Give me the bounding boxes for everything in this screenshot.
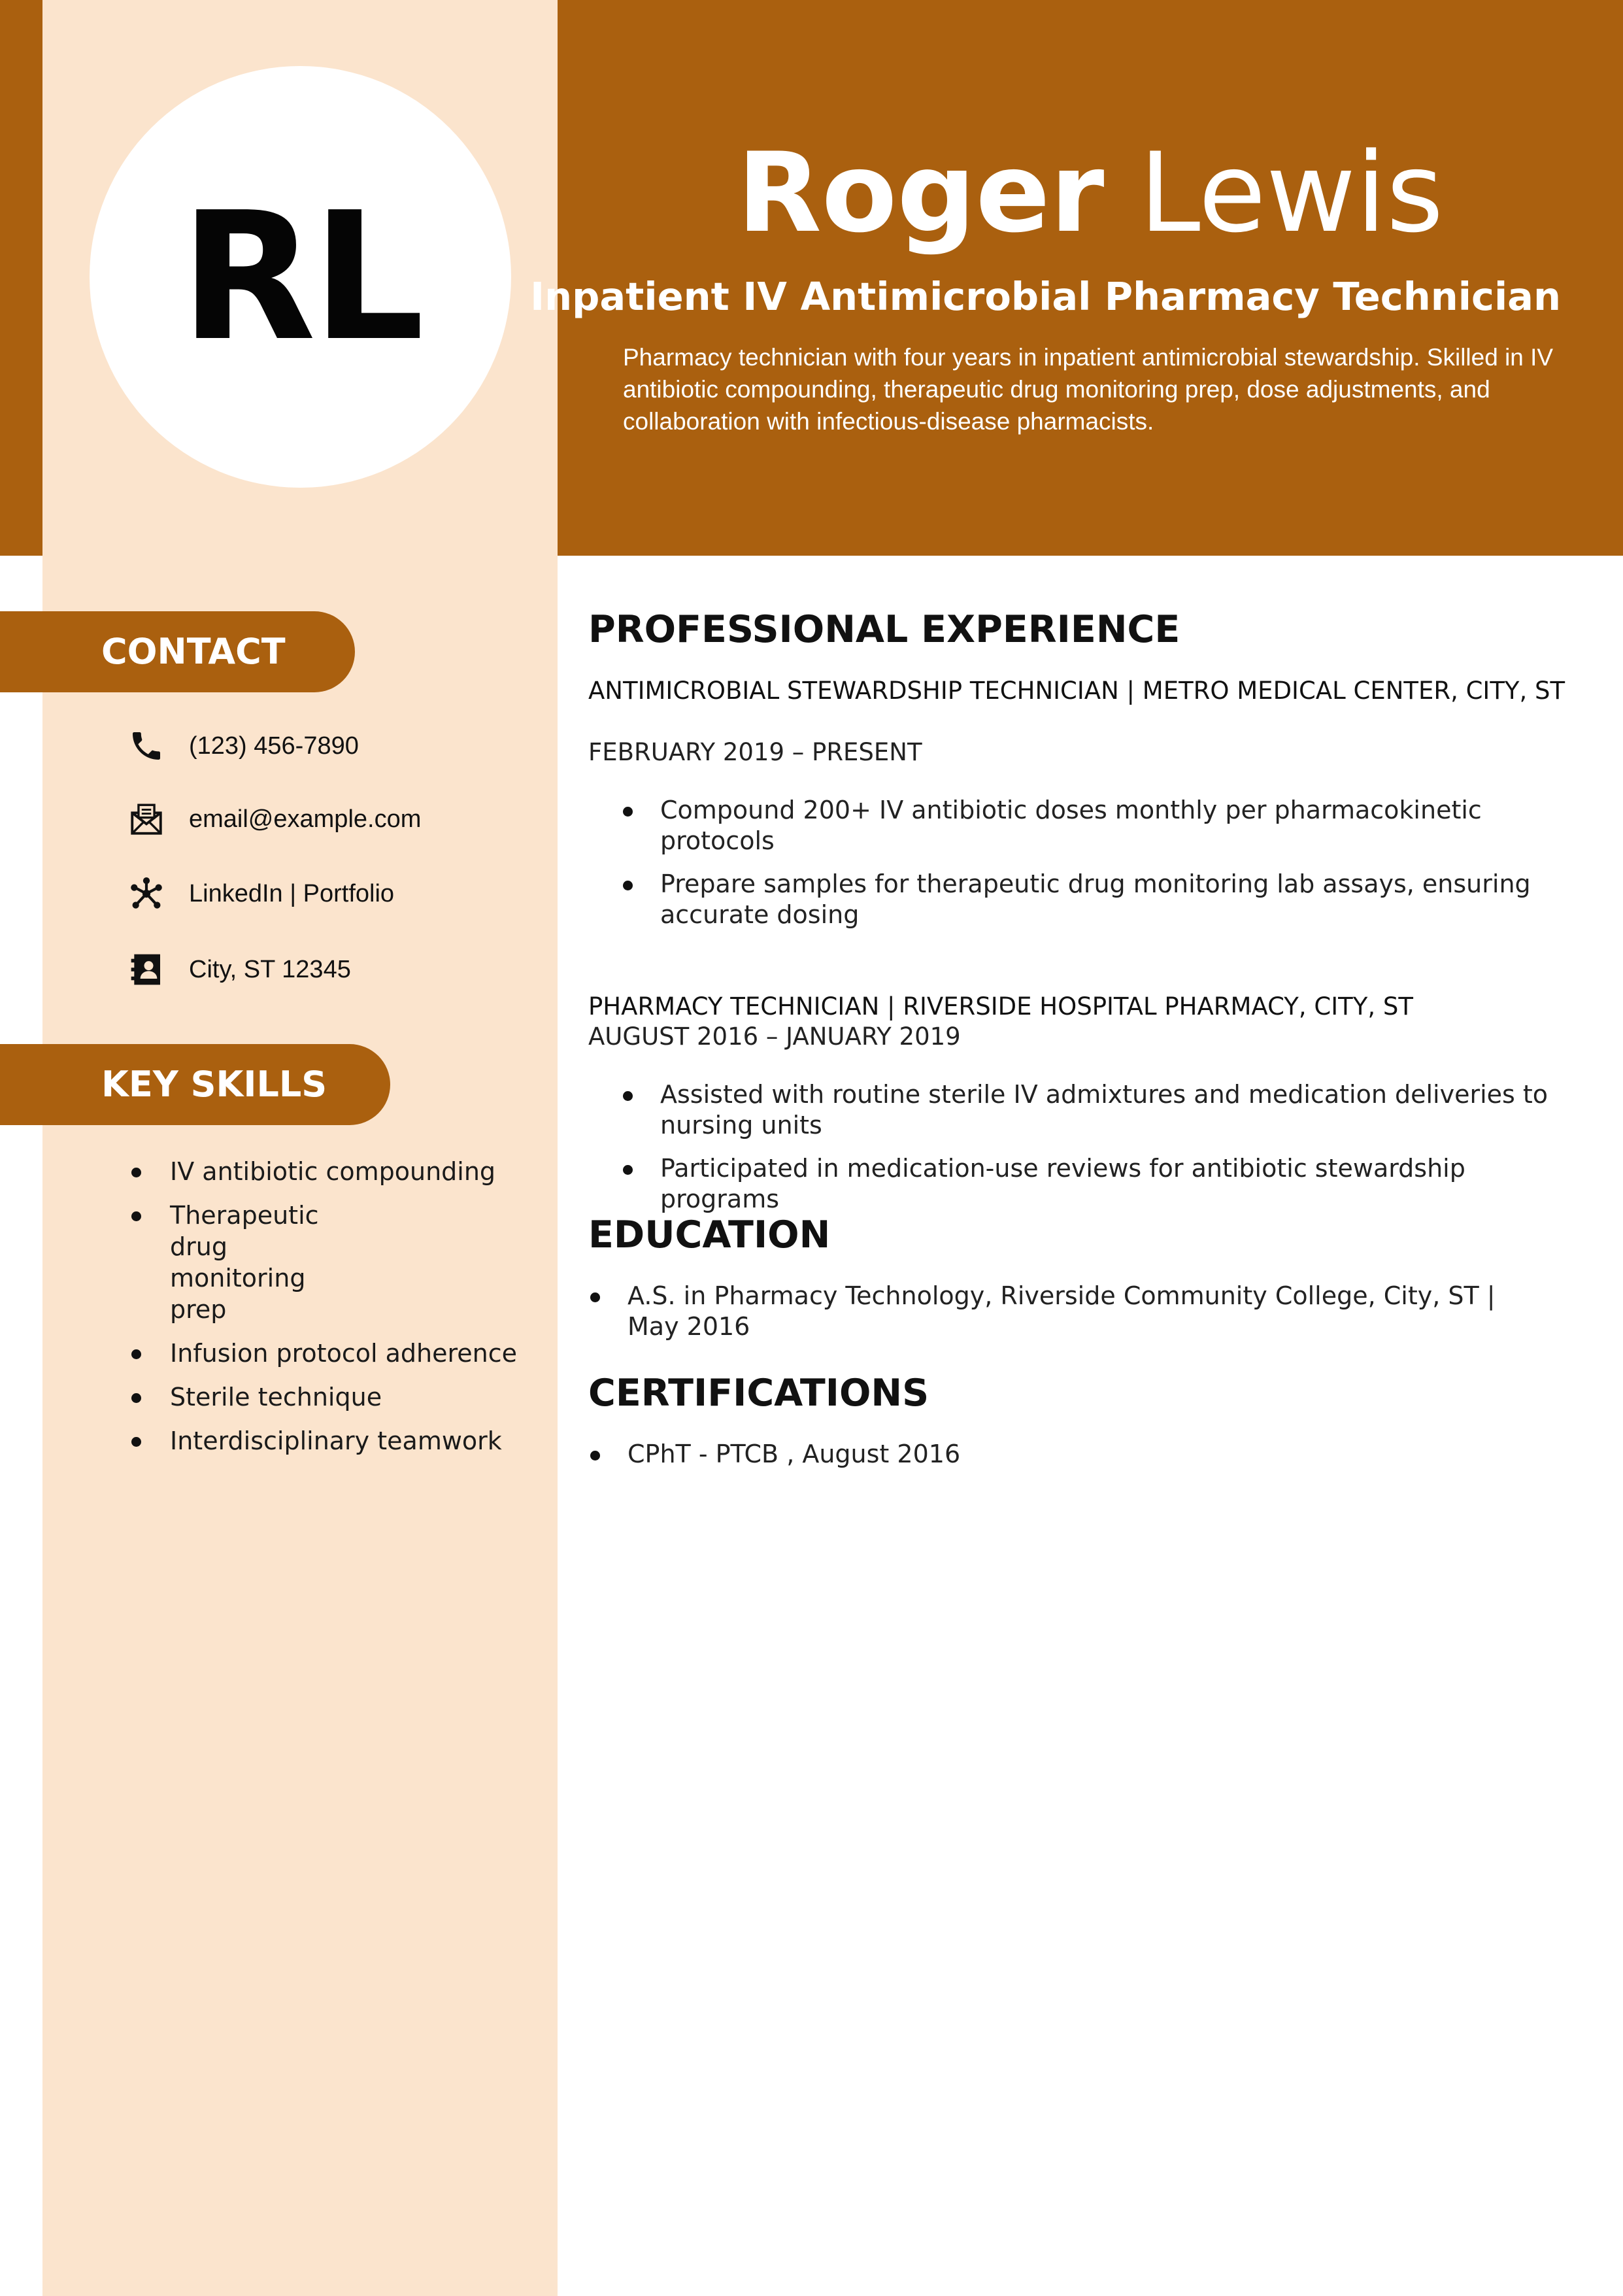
profile-summary: Pharmacy technician with four years in inpatient antimicrobial stewardship. Skilled in IV antibiotic compounding, therapeutic drug monitoring prep, dose adjustments, and collaboration with infectious-disease pharmacists.: [623, 344, 1554, 435]
certifications-list: [588, 1439, 1543, 1482]
contact-card-icon: [127, 951, 165, 988]
skill-item: Sterile technique: [118, 1381, 536, 1413]
contact-email-row: [127, 796, 421, 842]
email-icon: [127, 800, 165, 838]
job-1-title-company: ANTIMICROBIAL STEWARDSHIP TECHNICIAN | METRO MEDICAL CENTER, CITY, ST: [588, 677, 1565, 705]
skill-item: IV antibiotic compounding: [118, 1156, 536, 1187]
skill-item: Infusion protocol adherence: [118, 1338, 536, 1369]
education-heading: EDUCATION: [588, 1213, 831, 1257]
skill-item: Interdisciplinary teamwork: [118, 1425, 536, 1457]
job-bullet: Assisted with routine sterile IV admixtures and medication deliveries to nursing units: [621, 1079, 1556, 1141]
contact-links-row: [127, 871, 394, 917]
job-1-bullets: [621, 795, 1556, 943]
skill-item: Therapeutic drug monitoring prep: [118, 1200, 366, 1325]
education-item: A.S. in Pharmacy Technology, Riverside Community College, City, ST | May 2016: [588, 1281, 1543, 1342]
education-list: [588, 1281, 1543, 1355]
contact-phone-row: [127, 723, 359, 769]
job-2-dates: AUGUST 2016 – JANUARY 2019: [588, 1022, 961, 1051]
job-2-title-company: PHARMACY TECHNICIAN | RIVERSIDE HOSPITAL PHARMACY, CITY, ST: [588, 992, 1413, 1021]
contact-phone[interactable]: (123) 456-7890: [189, 732, 359, 760]
job-1-dates: FEBRUARY 2019 – PRESENT: [588, 738, 922, 766]
job-title: Inpatient IV Antimicrobial Pharmacy Technician: [530, 274, 1561, 319]
job-bullet: Compound 200+ IV antibiotic doses monthly per pharmacokinetic protocols: [621, 795, 1556, 856]
skills-list: [118, 1156, 536, 1469]
job-2-bullets: [621, 1079, 1556, 1227]
contact-heading: CONTACT: [0, 611, 355, 692]
job-bullet: Participated in medication-use reviews for antibiotic stewardship programs: [621, 1153, 1556, 1215]
full-name: [558, 124, 1623, 262]
experience-heading: PROFESSIONAL EXPERIENCE: [588, 608, 1180, 651]
certifications-heading: CERTIFICATIONS: [588, 1372, 929, 1415]
left-accent-strip: [0, 0, 42, 556]
contact-email[interactable]: email@example.com: [189, 805, 422, 833]
certification-item: CPhT - PTCB , August 2016: [588, 1439, 1543, 1470]
contact-location: City, ST 12345: [189, 955, 351, 983]
contact-links[interactable]: LinkedIn | Portfolio: [189, 879, 395, 907]
key-skills-heading: KEY SKILLS: [0, 1044, 390, 1125]
job-bullet: Prepare samples for therapeutic drug monitoring lab assays, ensuring accurate dosing: [621, 869, 1556, 930]
last-name: Lewis: [1139, 129, 1444, 257]
contact-location-row: [127, 947, 351, 992]
monogram-initials: RL: [180, 174, 421, 380]
monogram-circle: [90, 66, 511, 488]
phone-icon: [127, 727, 165, 765]
first-name: Roger: [737, 129, 1105, 257]
network-icon: [127, 875, 165, 913]
